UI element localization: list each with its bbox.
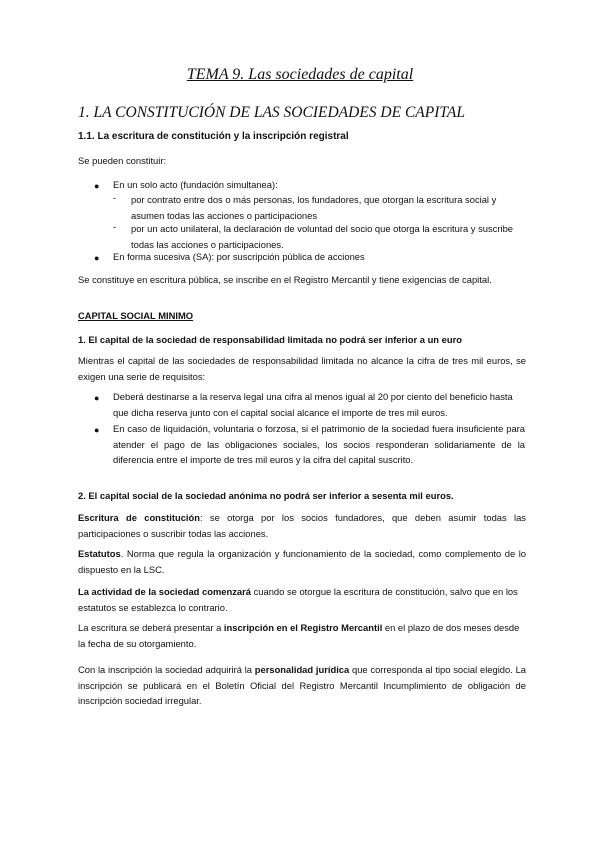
escritura-label: Escritura de constitución xyxy=(78,512,200,523)
escritura-text: : se otorga por los socios fundadores, que deben asumir todas las participaciones o suscribir todas las acciones. xyxy=(78,512,526,539)
presentar-pre: La escritura se deberá presentar a xyxy=(78,622,224,633)
subsection-heading: 1.1. La escritura de constitución y la inscripción registral xyxy=(78,131,349,142)
presentar-bold: inscripción en el Registro Mercantil xyxy=(223,622,383,633)
intro-text: Se pueden constituir: xyxy=(78,155,167,166)
bullet-text: En caso de liquidación, voluntaria o forzosa, si el patrimonio de la sociedad fuera insuficiente para atender el pago de las obligaciones sociales, los socios responderan solidariamente de la diferencia entre el importe de tres mil euros y la cifra del capital suscrito. xyxy=(113,423,525,465)
dash-icon: - xyxy=(113,192,117,203)
capital-heading: CAPITAL SOCIAL MINIMO xyxy=(78,310,194,321)
paragraph xyxy=(78,546,526,577)
dash-icon: - xyxy=(113,221,117,232)
capital-point-2: 2. El capital social de la sociedad anónima no podrá ser inferior a sesenta mil euros. xyxy=(78,490,454,501)
paragraph: Mientras el capital de las sociedades de responsabilidad limitada no alcance la cifra de tres mil euros, se exigen una serie de requisitos: xyxy=(78,355,526,382)
paragraph: Se constituye en escritura pública, se inscribe en el Registro Mercantil y tiene exigencias de capital. xyxy=(78,274,492,285)
bullet-text: Deberá destinarse a la reserva legal una cifra al menos igual al 20 por ciento del beneficio hasta que dicha reserva junto con el capital social alcance el importe de tres mil euros. xyxy=(113,391,513,418)
bullet-text: En un solo acto (fundación simultanea): xyxy=(113,179,278,190)
inscripcion-post: que corresponda al tipo social elegido. La inscripción se publicará en el Boletín Oficial del Registro Mercantil Incumplimiento de obligación de inscripción sociedad irregular. xyxy=(78,664,527,706)
capital-point-1: 1. El capital de la sociedad de responsabilidad limitada no podrá ser inferior a un euro xyxy=(78,334,462,345)
bullet-icon: ● xyxy=(94,425,100,435)
inscripcion-bold: personalidad jurídica xyxy=(254,664,350,675)
page-title: TEMA 9. Las sociedades de capital xyxy=(186,66,414,83)
inscripcion-pre: Con la inscripción la sociedad adquirirá la xyxy=(78,664,255,675)
bullet-icon: ● xyxy=(94,181,100,191)
paragraph xyxy=(78,584,526,615)
section-heading: 1. LA CONSTITUCIÓN DE LAS SOCIEDADES DE CAPITAL xyxy=(78,104,465,121)
actividad-label: La actividad de la sociedad comenzará xyxy=(78,586,251,597)
bullet-icon: ● xyxy=(94,253,100,263)
paragraph xyxy=(78,662,526,709)
dash-text: por contrato entre dos o más personas, los fundadores, que otorgan la escritura social y asumen todas las acciones o participaciones xyxy=(131,194,497,221)
paragraph xyxy=(78,510,526,541)
estatutos-text: . Norma que regula la organización y funcionamiento de la sociedad, como complemento de lo dispuesto en la LSC. xyxy=(78,548,526,575)
presentar-post: en el plazo de dos meses desde la fecha de su otorgamiento. xyxy=(78,622,520,649)
bullet-text: En forma sucesiva (SA): por suscripción pública de acciones xyxy=(113,251,365,262)
bullet-icon: ● xyxy=(94,393,100,403)
paragraph xyxy=(78,620,526,651)
dash-text: por un acto unilateral, la declaración de voluntad del socio que otorga la escritura y suscribe todas las acciones o participaciones. xyxy=(131,223,513,250)
actividad-text: cuando se otorgue la escritura de constitución, salvo que en los estatutos se establezca lo contrario. xyxy=(78,586,518,613)
estatutos-label: Estatutos xyxy=(78,548,121,559)
